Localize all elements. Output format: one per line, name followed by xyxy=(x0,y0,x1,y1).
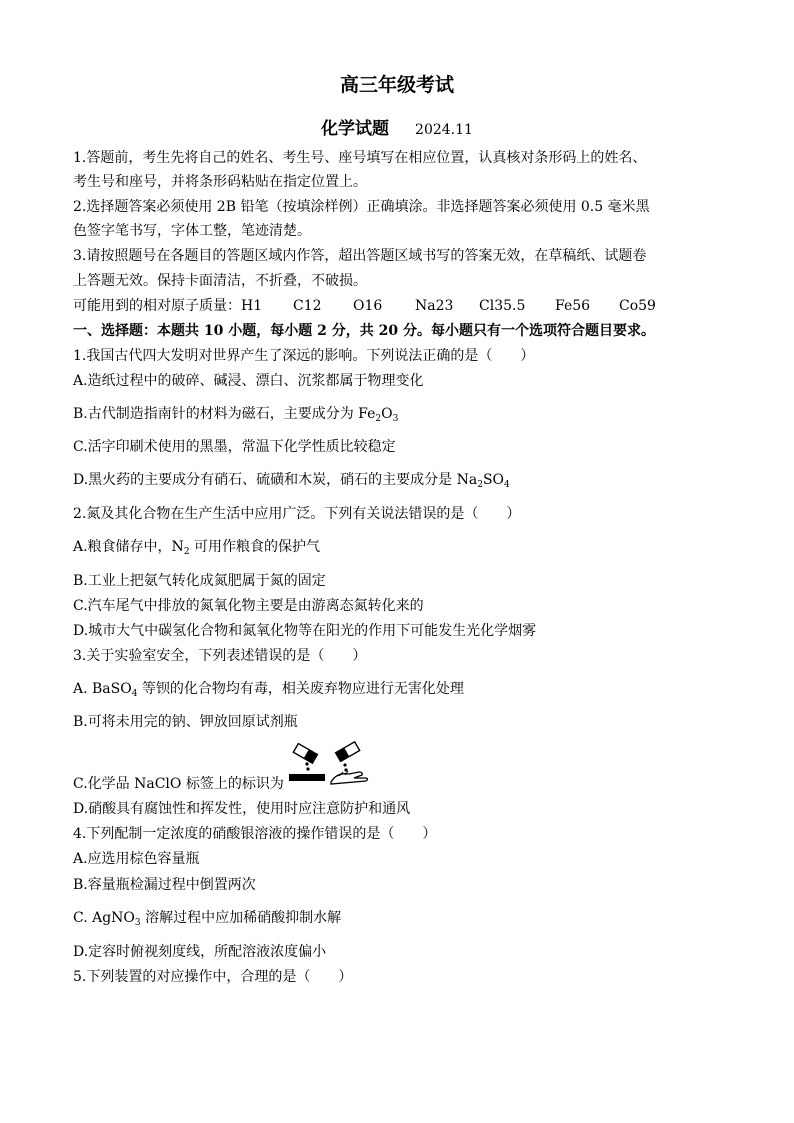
q1-option-a: A.造纸过程中的破碎、碱浸、漂白、沉浆都属于物理变化 xyxy=(73,373,424,389)
instruction-2b: 色签字笔书写，字体工整，笔迹清楚。 xyxy=(73,223,311,239)
subject-title: 化学试题 xyxy=(321,119,390,139)
q3-option-c: C.化学品 NaClO 标签上的标识为 xyxy=(73,776,284,792)
q4-stem: 4.下列配制一定浓度的硝酸银溶液的操作错误的是（ ） xyxy=(73,826,437,842)
instruction-2a: 2.选择题答案必须使用 2B 铅笔（按填涂样例）正确填涂。非选择题答案必须使用 0.5 毫米黑 xyxy=(73,199,650,215)
corrosive-hazard-icon xyxy=(283,740,375,786)
mass-h: H1 xyxy=(241,298,263,314)
q2-option-c: C.汽车尾气中排放的氮氧化物主要是由游离态氮转化来的 xyxy=(73,598,424,614)
q2-stem: 2.氮及其化合物在生产生活中应用广泛。下列有关说法错误的是（ ） xyxy=(73,506,521,522)
mass-c: C12 xyxy=(293,298,322,314)
q3-option-d: D.硝酸具有腐蚀性和挥发性，使用时应注意防护和通风 xyxy=(73,801,411,817)
mass-o: O16 xyxy=(353,298,383,314)
q5-stem: 5.下列装置的对应操作中，合理的是（ ） xyxy=(73,969,353,985)
q4-option-b: B.容量瓶检漏过程中倒置两次 xyxy=(73,877,256,893)
q1-option-b: B.古代制造指南针的材料为磁石，主要成分为 $Fe_2O_3$ xyxy=(73,406,399,424)
q2-option-b: B.工业上把氨气转化成氮肥属于氮的固定 xyxy=(73,573,326,589)
q4-option-c: C. AgNO$_3$ 溶解过程中应加稀硝酸抑制水解 xyxy=(73,910,342,928)
mass-co: Co59 xyxy=(619,298,656,314)
q1-option-d: D.黑火药的主要成分有硝石、硫磺和木炭，硝石的主要成分是 $Na_2SO_4$ xyxy=(73,472,510,490)
mass-cl: Cl35.5 xyxy=(479,298,526,314)
instruction-3b: 上答题无效。保持卡面清洁，不折叠，不破损。 xyxy=(73,273,367,289)
page-title: 高三年级考试 xyxy=(339,74,454,96)
instruction-3a: 3.请按照题号在各题目的答题区域内作答，超出答题区域书写的答案无效，在草稿纸、试题卷 xyxy=(73,248,647,264)
q1-option-c: C.活字印刷术使用的黑墨，常温下化学性质比较稳定 xyxy=(73,439,396,455)
section-heading: 一、选择题：本题共 10 小题，每小题 2 分，共 20 分。每小题只有一个选项符合题目要求。 xyxy=(73,323,655,339)
atomic-masses xyxy=(73,296,733,316)
q4-option-d: D.定容时俯视刻度线，所配溶液浓度偏小 xyxy=(73,944,327,960)
q2-option-d: D.城市大气中碳氢化合物和氮氧化物等在阳光的作用下可能发生光化学烟雾 xyxy=(73,623,537,639)
q3-option-a: A. BaSO$_4$ 等钡的化合物均有毒，相关废弃物应进行无害化处理 xyxy=(73,681,464,699)
q1-stem: 1.我国古代四大发明对世界产生了深远的影响。下列说法正确的是（ ） xyxy=(73,348,535,364)
q2-option-a: A.粮食储存中，$N_2$ 可用作粮食的保护气 xyxy=(73,539,320,557)
q3-option-b: B.可将未用完的钠、钾放回原试剂瓶 xyxy=(73,714,298,730)
atomic-masses-label: 可能用到的相对原子质量： xyxy=(73,298,241,314)
mass-na: Na23 xyxy=(415,298,454,314)
instruction-1b: 考生号和座号，并将条形码粘贴在指定位置上。 xyxy=(73,174,367,190)
mass-fe: Fe56 xyxy=(555,298,591,314)
q3-stem: 3.关于实验室安全，下列表述错误的是（ ） xyxy=(73,648,367,664)
page-subtitle xyxy=(0,114,794,139)
instruction-1a: 1.答题前，考生先将自己的姓名、考生号、座号填写在相应位置，认真核对条形码上的姓名、 xyxy=(73,150,647,166)
exam-date: 2024.11 xyxy=(415,122,473,138)
q4-option-a: A.应选用棕色容量瓶 xyxy=(73,851,200,867)
